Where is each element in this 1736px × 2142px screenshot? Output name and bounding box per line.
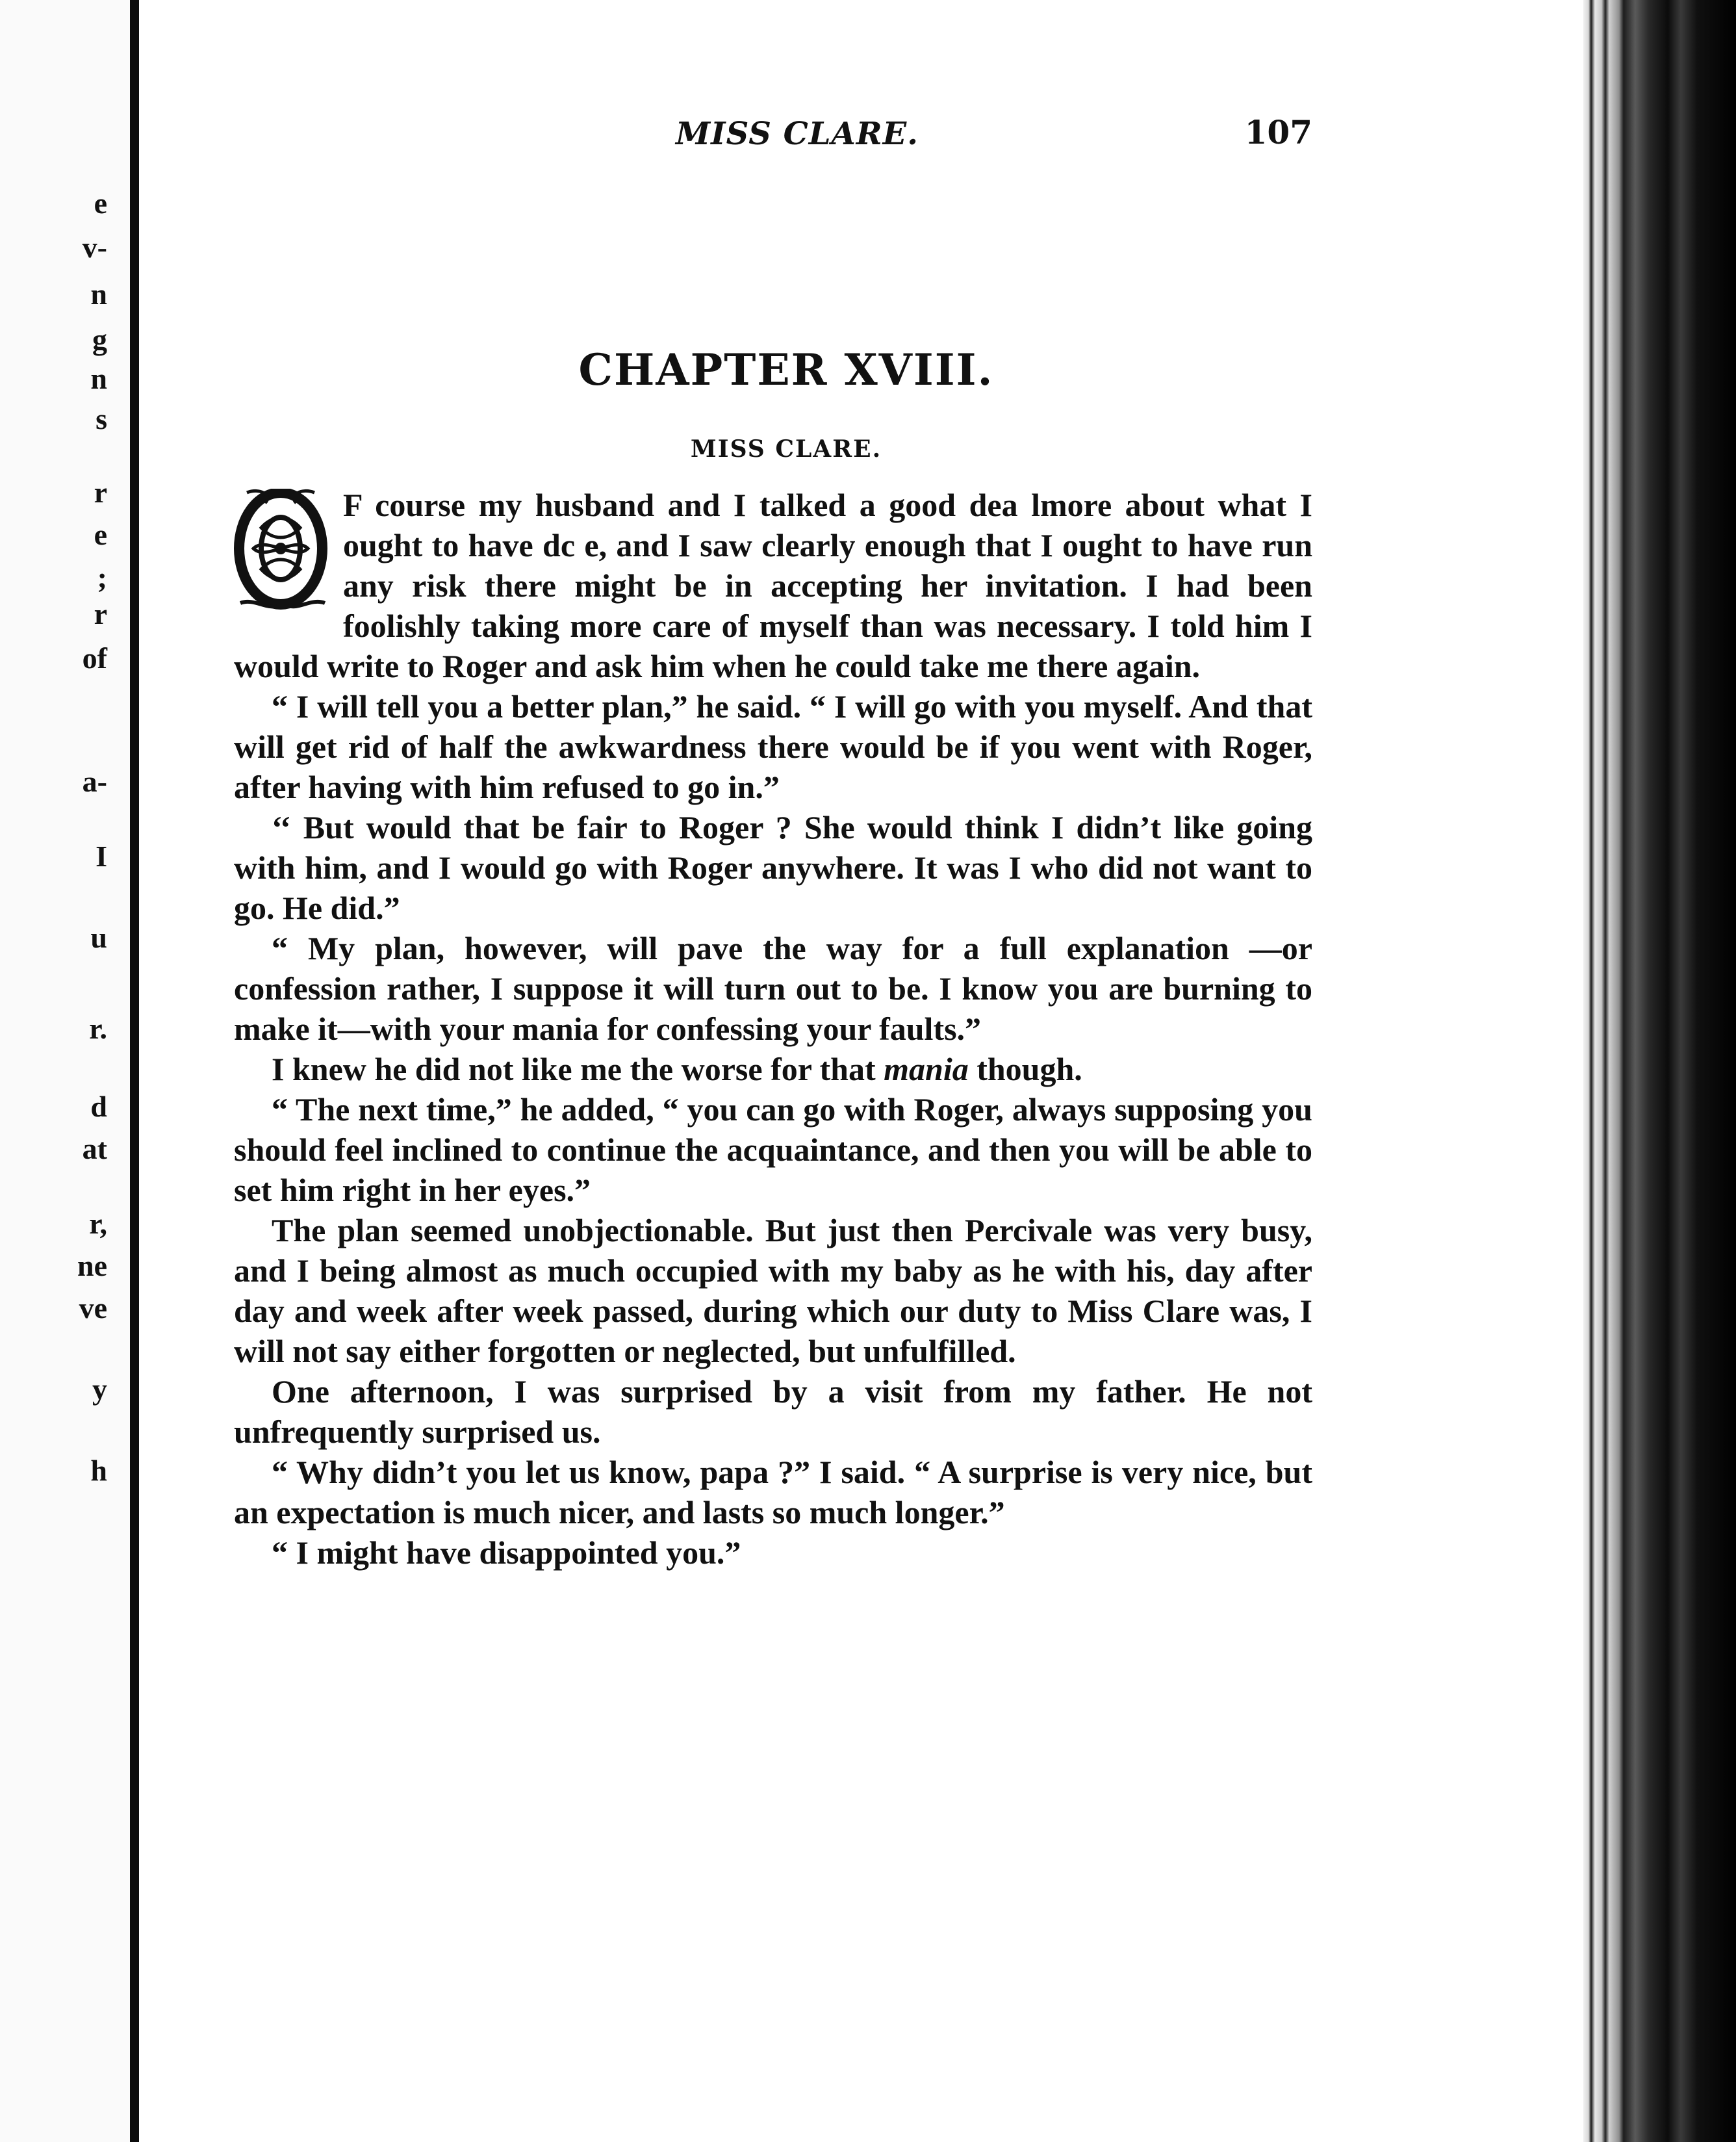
facing-page-fragment: at bbox=[82, 1132, 107, 1165]
facing-page-fragment: of bbox=[82, 641, 107, 675]
facing-page-fragment: r, bbox=[89, 1207, 107, 1240]
facing-page-fragment: y bbox=[92, 1373, 107, 1406]
facing-page-fragment: r. bbox=[89, 1012, 107, 1045]
paragraph bbox=[234, 485, 1312, 686]
facing-page-fragment: e bbox=[94, 518, 107, 551]
paragraph: The plan seemed unobjectionable. But just then Percivale was very busy, and I being almost as much occupied with my baby as he with his, day after day and week after week passed, during which our duty to Miss Clare was, I will not say either forgotten or neglected, but unfulfilled. bbox=[234, 1212, 1312, 1369]
book-binding-edge bbox=[1583, 0, 1736, 2142]
page-number: 107 bbox=[1244, 113, 1312, 151]
chapter-heading: CHAPTER XVIII. bbox=[578, 344, 994, 395]
paragraph-text: I knew he did not like me the worse for that bbox=[272, 1051, 884, 1087]
chapter-subtitle: MISS CLARE. bbox=[690, 435, 882, 463]
paragraph: “ My plan, however, will pave the way for a full explanation —or confession rather, I suppose it will turn out to be. I know you are burning to make it—with your mania for confessing your faults.” bbox=[234, 930, 1312, 1047]
facing-page-fragment: ve bbox=[79, 1291, 107, 1324]
facing-page-fragment: a- bbox=[82, 765, 107, 798]
paragraph-text: F course my husband and I talked a good dea lmore about what I ought to have dc e, and I saw clearly enough that I ought to have run any risk there might be in accepting her invitation. I had been foolishly taking more care of myself than was necessary. I told him I would write to Roger and ask him when he could take me there again. bbox=[234, 487, 1312, 684]
paragraph bbox=[234, 1049, 1312, 1089]
paragraph: One afternoon, I was surprised by a visit from my father. He not unfrequently surprised us. bbox=[234, 1373, 1312, 1450]
facing-page-fragment: I bbox=[96, 840, 107, 873]
facing-page-fragment: v- bbox=[82, 231, 107, 264]
facing-page-fragment: ne bbox=[77, 1249, 107, 1282]
gutter-rule bbox=[130, 0, 139, 2142]
facing-page-fragment: h bbox=[90, 1454, 107, 1487]
facing-page-fragment: s bbox=[96, 402, 107, 435]
paragraph: “ Why didn’t you let us know, papa ?” I said. “ A surprise is very nice, but an expectation is much nicer, and lasts so much longer.” bbox=[234, 1454, 1312, 1530]
facing-page-fragment: r bbox=[94, 476, 107, 509]
running-title: MISS CLARE. bbox=[676, 116, 919, 152]
facing-page-fragment: n bbox=[90, 277, 107, 311]
paragraph: ‘‘ But would that be fair to Roger ? She would think I didn’t like going with him, and I would go with Roger anywhere. It was I who did not want to go. He did.” bbox=[234, 809, 1312, 926]
facing-page-fragment: d bbox=[90, 1090, 107, 1123]
facing-page-fragment: e bbox=[94, 187, 107, 220]
paragraph-text: though. bbox=[968, 1051, 1082, 1087]
body-text bbox=[234, 485, 1312, 1573]
book-page bbox=[234, 110, 1312, 1573]
running-head bbox=[234, 110, 1312, 162]
facing-page-fragment: n bbox=[90, 362, 107, 395]
facing-page-edge bbox=[0, 0, 133, 2142]
paragraph: “ I might have disappointed you.” bbox=[272, 1534, 741, 1571]
facing-page-fragment: g bbox=[92, 323, 107, 356]
emphasized-word: mania bbox=[884, 1051, 969, 1087]
facing-page-fragment: ; bbox=[97, 561, 107, 594]
facing-page-fragment: u bbox=[90, 921, 107, 954]
paragraph: “ The next time,” he added, “ you can go with Roger, always supposing you should feel inclined to continue the acquaintance, and then you will be able to set him right in her eyes.” bbox=[234, 1091, 1312, 1208]
ornamental-drop-cap-icon bbox=[234, 489, 331, 611]
paragraph: “ I will tell you a better plan,” he said. “ I will go with you myself. And that will get rid of half the awkwardness there would be if you went with Roger, after having with him refused to go in.” bbox=[234, 688, 1312, 805]
facing-page-fragment: r bbox=[94, 597, 107, 630]
